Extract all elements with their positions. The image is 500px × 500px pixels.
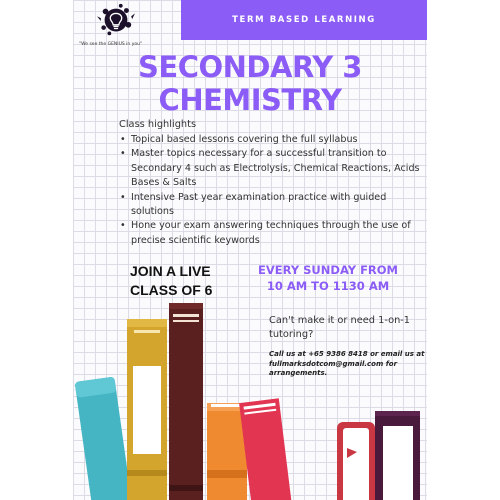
highlights-heading: Class highlights <box>119 119 197 130</box>
book-teal <box>75 377 133 500</box>
tagline: "We see the GENIUS in you" <box>79 42 143 47</box>
schedule-line-1: EVERY SUNDAY FROM <box>257 263 399 277</box>
join-line-2: CLASS OF 6 <box>130 282 213 298</box>
highlight-item: • Master topics necessary for a successful transition to Secondary 4 such as Electrolysis, Chemical Reactions, Acids Bases & Salts <box>119 147 424 190</box>
book-small-red <box>337 422 375 500</box>
highlight-item: • Hone your exam answering techniques through the use of precise scientific keywords <box>119 219 424 248</box>
title-line-2: CHEMISTRY <box>158 83 342 117</box>
book-gold <box>127 319 167 500</box>
join-line-1: JOIN A LIVE <box>130 263 211 279</box>
book-purple <box>375 411 420 500</box>
highlight-item: • Intensive Past year examination practice with guided solutions <box>119 191 424 220</box>
title-line-1: SECONDARY 3 <box>138 50 362 84</box>
books-illustration <box>73 0 427 500</box>
contact-info: Call us at +65 9386 8418 or email us at fullmarksdotcom@gmail.com for arrangements. <box>269 350 425 377</box>
book-red <box>239 398 292 500</box>
highlight-item: • Topical based lessons covering the full syllabus <box>119 133 424 147</box>
tutoring-question: Can't make it or need 1-on-1 tutoring? <box>269 315 411 340</box>
book-maroon <box>169 303 203 500</box>
schedule-line-2: 10 AM TO 1130 AM <box>266 279 390 293</box>
poster <box>73 0 427 500</box>
banner-text: TERM BASED LEARNING <box>232 15 376 25</box>
